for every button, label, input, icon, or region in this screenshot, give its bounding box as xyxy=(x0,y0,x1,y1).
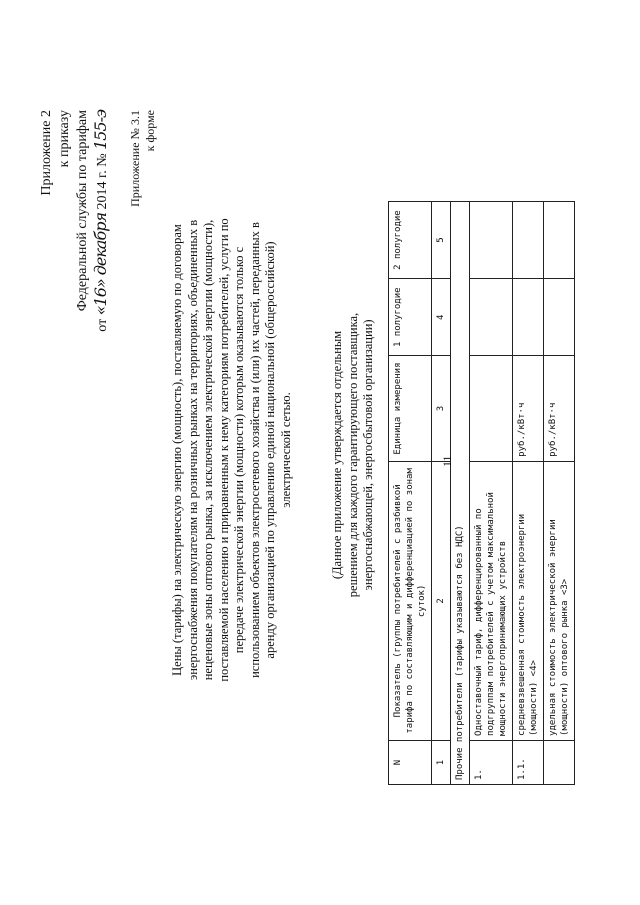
row-half1 xyxy=(470,279,513,356)
page-number: 11 xyxy=(440,455,454,467)
table-row xyxy=(513,202,544,785)
form-appendix-note xyxy=(128,110,158,310)
row-indicator: средневзвешенная стоимость электроэнергии (мощности) <4> xyxy=(513,461,544,740)
tariff-table xyxy=(388,201,575,785)
row-num: 1. xyxy=(470,740,513,784)
agency-label: Федеральной службы по тарифам xyxy=(75,110,90,312)
col-number: 5 xyxy=(432,202,451,279)
column-number-row xyxy=(432,202,451,785)
header-unit: Единица измерения xyxy=(389,356,432,462)
row-unit xyxy=(470,356,513,462)
row-half2 xyxy=(513,202,544,279)
header-half2: 2 полугодие xyxy=(389,202,432,279)
year: 2014 г. xyxy=(95,170,110,210)
handwritten-date: «16» декабря xyxy=(91,212,110,316)
appendix-label: Приложение 2 xyxy=(39,110,54,196)
row-indicator: Одноставочный тариф, дифференцированный по подгруппам потребителей с учетом максимальной мощности энергопринимающих устройств xyxy=(470,461,513,740)
row-indicator: удельная стоимость электрической энергии (мощности) оптового рынка <3> xyxy=(544,461,575,740)
col-number: 3 xyxy=(432,356,451,462)
table-header-row xyxy=(389,202,432,785)
section-title: Прочие потребители (тарифы указываются без НДС) xyxy=(451,202,470,785)
row-unit: руб./кВт·ч xyxy=(513,356,544,462)
document-title: Цены (тарифы) на электрическую энергию (мощность), поставляемую по договорам энергоснабжения покупателям на розничных рынках на территориях, объединенных в неценовые зоны оптового рынка, за исключением электрической энергии (мощности), поставляемой населению и приравненным к нему категориям потребителей, услуги по передаче электрической энергии (мощности) которым оказываются только с использованием объектов электросетевого хозяйства и (или) их частей, переданных в аренду организацией по управлению единой национальной (общероссийской) электрической сетью. xyxy=(170,218,293,682)
col-number: 1 xyxy=(432,740,451,784)
form-label: к форме xyxy=(143,110,157,152)
row-half2 xyxy=(544,202,575,279)
appendix-header xyxy=(38,110,112,410)
col-number: 2 xyxy=(432,461,451,740)
table-row xyxy=(470,202,513,785)
table-row xyxy=(544,202,575,785)
form-appendix-label: Приложение № 3.1 xyxy=(128,110,142,207)
header-num: N xyxy=(389,740,432,784)
row-half1 xyxy=(544,279,575,356)
row-unit: руб./кВт·ч xyxy=(544,356,575,462)
number-prefix: № xyxy=(95,153,110,167)
handwritten-number: 155-э xyxy=(91,110,110,150)
order-label: к приказу xyxy=(57,110,72,168)
col-number: 4 xyxy=(432,279,451,356)
row-num: 1.1. xyxy=(513,740,544,784)
date-prefix: от xyxy=(95,318,110,332)
section-row xyxy=(451,202,470,785)
header-half1: 1 полугодие xyxy=(389,279,432,356)
row-half1 xyxy=(513,279,544,356)
row-half2 xyxy=(470,202,513,279)
date-line xyxy=(92,110,112,410)
header-indicator: Показатель (группы потребителей с разбивкой тарифа по составляющим и дифференциацией по зонам суток) xyxy=(389,461,432,740)
approval-note: (Данное приложение утверждается отдельным решением для каждого гарантирующего поставщика, энергоснабжающей, энергосбытовой организации) xyxy=(330,312,375,598)
row-num xyxy=(544,740,575,784)
